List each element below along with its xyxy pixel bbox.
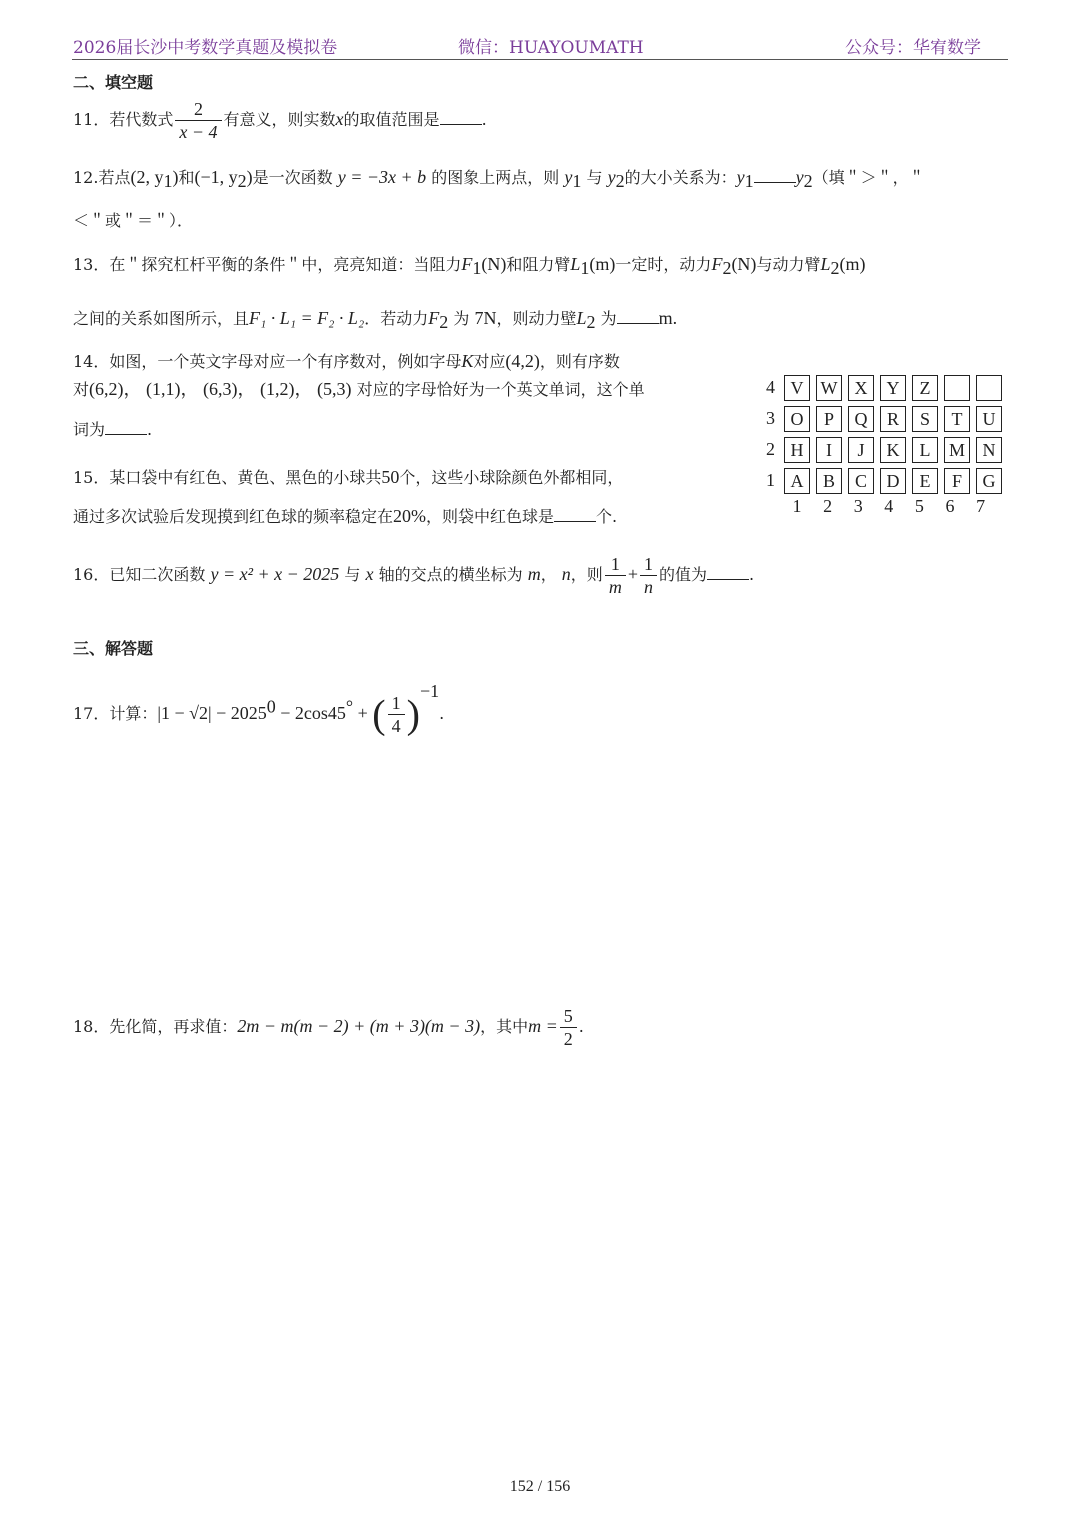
question-15-line2: 通过多次试验后发现摸到红色球的频率稳定在20%，则袋中红色球是 个. (73, 506, 618, 526)
grid-cell: V (784, 375, 810, 401)
grid-cell: G (976, 468, 1002, 494)
grid-row-label: 2 (766, 439, 775, 459)
grid-cell: Q (848, 406, 874, 432)
question-12-line2: ＜＂或＂＝＂）． (73, 211, 194, 230)
question-14-line2: 对(6,2)， (1,1)， (6,3)， (1,2)， (5,3) 对应的字母恰好为一个英文单词，这个单 (73, 379, 645, 399)
grid-row (766, 434, 1008, 465)
grid-cell (976, 375, 1002, 401)
grid-cell: P (816, 406, 842, 432)
letter-grid (766, 372, 1008, 517)
grid-row (766, 372, 1008, 403)
fraction: $\frac{5}{2}$ (560, 1005, 577, 1050)
grid-cell: T (944, 406, 970, 432)
grid-cell: A (784, 468, 810, 494)
grid-cell: B (816, 468, 842, 494)
grid-cell: J (848, 437, 874, 463)
grid-column-labels (766, 496, 1008, 517)
grid-row (766, 403, 1008, 434)
question-17: 17．计算：$|1 - √2| - 2025^0 - 2\cos 45^\circ$ + ( $\frac{1}{4}$ )$^{-1}$. (73, 681, 445, 737)
grid-cell: O (784, 406, 810, 432)
grid-cell: C (848, 468, 874, 494)
answer-blank (440, 110, 482, 125)
question-16: 16．已知二次函数 y = x² + x − 2025 与 x 轴的交点的横坐标为 m， n，则 $\frac{1}{m}$ + $\frac{1}{n}$ 的值为 . (73, 554, 755, 597)
grid-cell: S (912, 406, 938, 432)
grid-cell: L (912, 437, 938, 463)
fraction: $\frac{1}{4}$ (388, 692, 405, 737)
header-account: 公众号：华宥数学 (845, 38, 981, 58)
header-wechat: 微信：HUAYOUMATH (458, 38, 644, 58)
section-fill-heading: 二、填空题 (73, 73, 154, 92)
fraction: $\frac{2}{x - 4}$ (175, 98, 221, 143)
grid-cell: I (816, 437, 842, 463)
question-12: 12.若点(2, $y_1$)和(−1, $y_2$)是一次函数 y = −3x + b 的图象上两点，则 $y_1$ 与 $y_2$的大小关系为：$y_1$ $y_2$（填＂＞＂，＂ (73, 167, 925, 192)
grid-column-label: 3 (853, 496, 863, 516)
grid-cell: Z (912, 375, 938, 401)
grid-cell: D (880, 468, 906, 494)
question-15: 15．某口袋中有红色、黄色、黑色的小球共50个，这些小球除颜色外都相同， (73, 467, 624, 487)
grid-cell: H (784, 437, 810, 463)
grid-column-label: 6 (945, 496, 955, 516)
question-13-line2: 之间的关系如图所示，且F₁ · L₁ = F₂ · L₂．若动力$F_2$ 为 7N，则动力壁$L_2$ 为 m. (73, 308, 678, 333)
question-11: 11．若代数式 $\frac{2}{x - 4}$ 有意义，则实数x的取值范围是 . (73, 99, 487, 142)
fraction: $\frac{1}{m}$ (605, 553, 626, 598)
grid-column-label: 7 (976, 496, 986, 516)
grid-column-label: 2 (823, 496, 833, 516)
grid-column-label: 4 (884, 496, 894, 516)
question-14-line3: 词为 . (73, 420, 153, 439)
grid-column-label: 1 (792, 496, 802, 516)
question-14: 14．如图，一个英文字母对应一个有序数对，例如字母K对应(4,2)，则有序数 (73, 351, 620, 371)
question-18: 18．先化简，再求值：2m − m(m − 2) + (m + 3)(m − 3)，其中m = $\frac{5}{2}$ . (73, 1006, 584, 1049)
grid-cell: F (944, 468, 970, 494)
grid-cell: X (848, 375, 874, 401)
grid-row-label: 1 (766, 470, 775, 490)
grid-cell: U (976, 406, 1002, 432)
grid-row-label: 4 (766, 377, 775, 397)
grid-row (766, 465, 1008, 496)
grid-cell: W (816, 375, 842, 401)
grid-cell: E (912, 468, 938, 494)
section-solve-heading: 三、解答题 (73, 639, 154, 658)
grid-cell: Y (880, 375, 906, 401)
answer-blank (105, 420, 147, 435)
page-number: 152 / 156 (509, 1478, 571, 1495)
grid-cell: R (880, 406, 906, 432)
header-title: 2026届长沙中考数学真题及模拟卷 (73, 38, 338, 58)
grid-cell: N (976, 437, 1002, 463)
fraction: $\frac{1}{n}$ (640, 553, 657, 598)
question-13: 13．在＂探究杠杆平衡的条件＂中，亮亮知道：当阻力$F_1(N)$和阻力臂$L_1(m)$一定时，动力$F_2(N)$与动力臂$L_2(m)$ (73, 254, 866, 279)
grid-cell: K (880, 437, 906, 463)
answer-blank (554, 507, 596, 522)
answer-blank (617, 309, 659, 324)
grid-row-label: 3 (766, 408, 775, 428)
answer-blank (707, 565, 749, 580)
header-rule (72, 59, 1008, 60)
grid-cell (944, 375, 970, 401)
grid-cell: M (944, 437, 970, 463)
answer-blank (754, 168, 796, 183)
grid-column-label: 5 (914, 496, 924, 516)
